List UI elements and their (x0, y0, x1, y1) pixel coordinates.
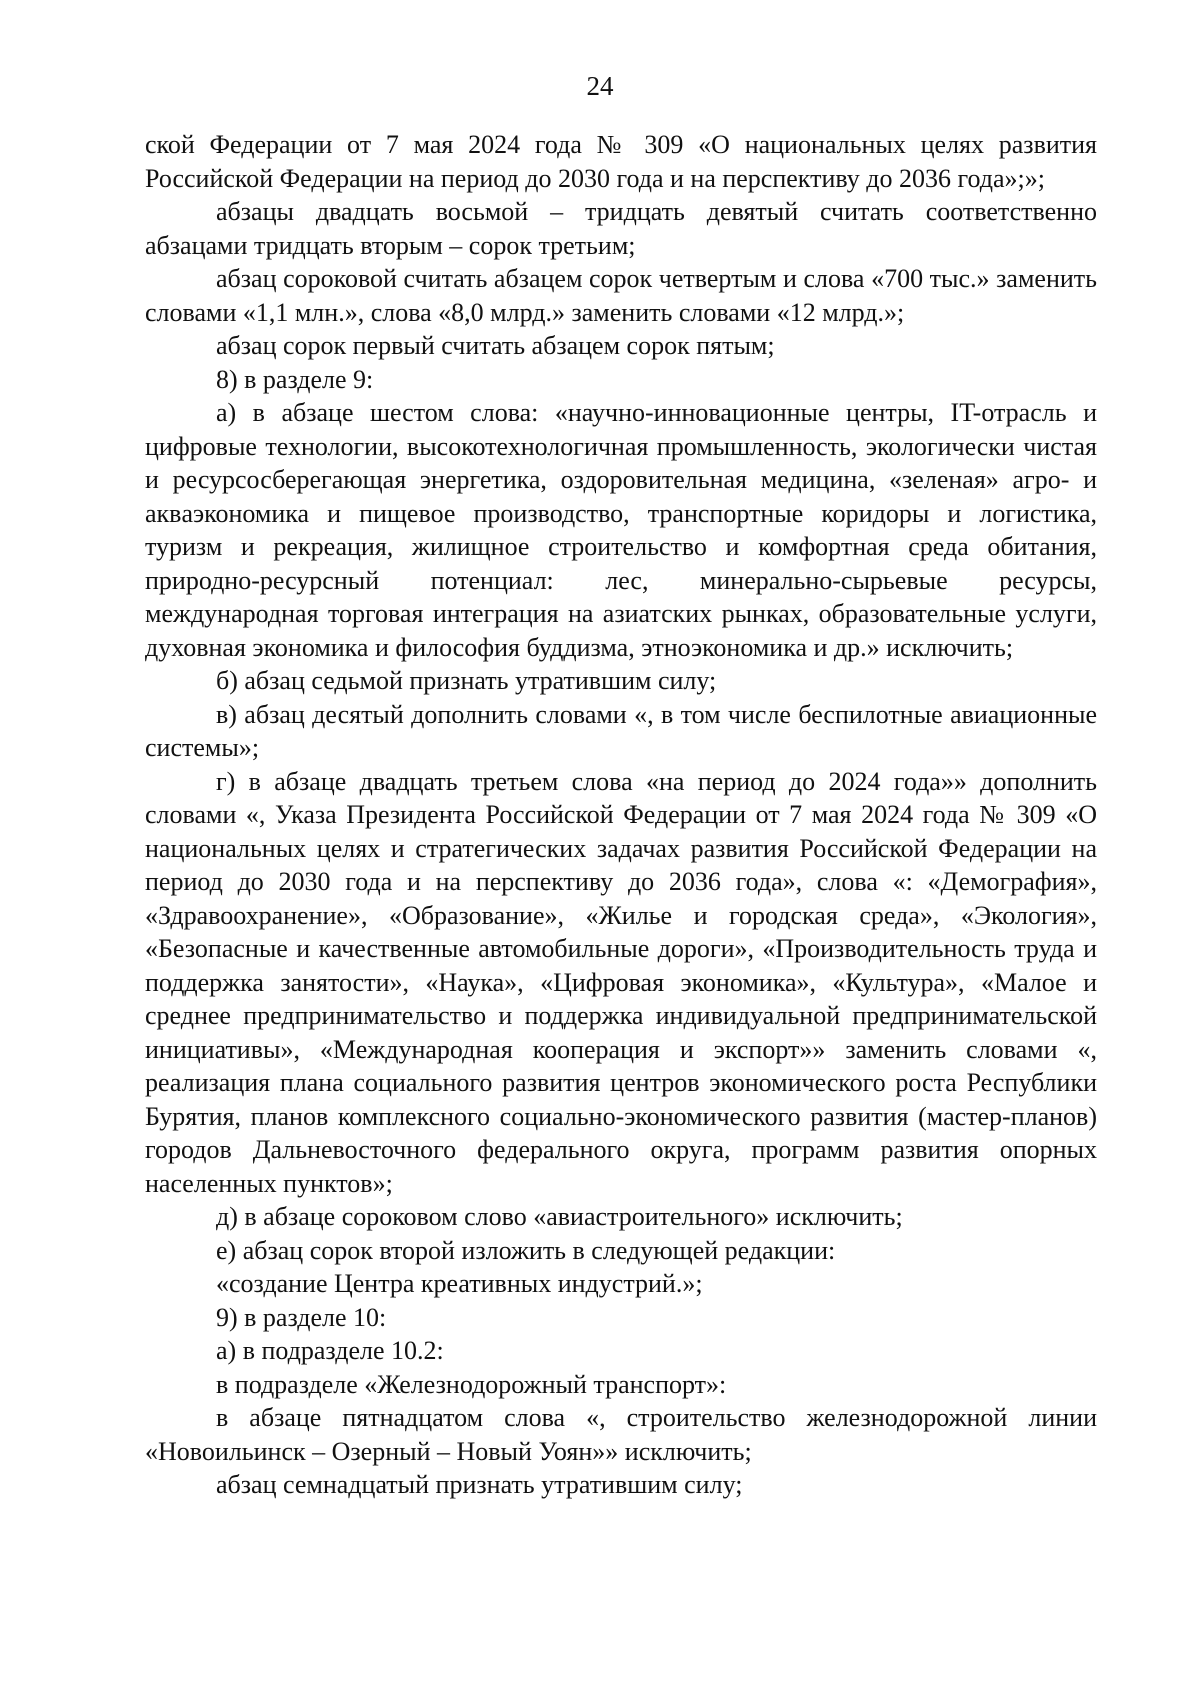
paragraph: в) абзац десятый дополнить словами «, в том числе беспилотные авиационные системы»; (145, 699, 1097, 762)
document-body (145, 128, 1097, 1502)
paragraph: а) в подразделе 10.2: (216, 1336, 444, 1365)
paragraph: е) абзац сорок второй изложить в следующей редакции: (216, 1235, 836, 1265)
paragraph: абзац сороковой считать абзацем сорок четвертым и слова «700 тыс.» заменить словами «1,1 млн.», слова «8,0 млрд.» заменить словами «12 млрд.»; (145, 264, 1097, 327)
paragraph: в абзаце пятнадцатом слова «, строительство железнодорожной линии «Новоильинск – Озерный – Новый Уоян»» исключить; (145, 1403, 1097, 1466)
paragraph: а) в абзаце шестом слова: «научно-инновационные центры, IT-отрасль и цифровые технологии, высокотехнологичная промышленность, экологически чистая и ресурсосберегающая энергетика, оздоровительная медицина, «зеленая» агро- и аквaэкономика и пищевое производство, транспортные коридоры и логистика, туризм и рекреация, жилищное строительство и комфортная среда обитания, природно-ресурсный потенциал: лес, минерально-сырьевые ресурсы, международная торговая интеграция на азиатских рынках, образовательные услуги, духовная экономика и философия буддизма, этноэкономика и др.» исключить; (145, 398, 1097, 662)
paragraph: 8) в разделе 9: (216, 364, 374, 394)
paragraph: 9) в разделе 10: (216, 1302, 387, 1332)
paragraph: «создание Центра креативных индустрий.»; (216, 1269, 703, 1298)
paragraph: абзацы двадцать восьмой – тридцать девятый считать соответственно абзацами тридцать вторым – сорок третьим; (145, 197, 1097, 260)
paragraph: абзац семнадцатый признать утратившим силу; (216, 1470, 743, 1499)
paragraph: в подразделе «Железнодорожный транспорт»: (216, 1369, 727, 1399)
paragraph: абзац сорок первый считать абзацем сорок пятым; (216, 331, 775, 360)
paragraph: г) в абзаце двадцать третьем слова «на период до 2024 года»» дополнить словами «, Указа Президента Российской Федерации от 7 мая 2024 года № 309 «О национальных целях и стратегических задачах развития Российской Федерации на период до 2030 года и на перспективу до 2036 года», слова «: «Демография», «Здравоохранение», «Образование», «Жилье и городская среда», «Экология», «Безопасные и качественные автомобильные дороги», «Производительность труда и поддержка занятости», «Наука», «Цифровая экономика», «Культура», «Малое и среднее предпринимательство и поддержка индивидуальной предпринимательской инициативы», «Международная кооперация и экспорт»» заменить словами «, реализация плана социального развития центров экономического роста Республики Бурятия, планов комплексного социально-экономического развития (мастер-планов) городов Дальневосточного федерального округа, программ развития опорных населенных пунктов»; (145, 766, 1097, 1198)
page-number: 24 (586, 71, 614, 101)
paragraph: д) в абзаце сороковом слово «авиастроительного» исключить; (216, 1202, 903, 1231)
paragraph: ской Федерации от 7 мая 2024 года № 309 «О национальных целях развития Российской Федерации на период до 2030 года и на перспективу до 2036 года»;»; (145, 130, 1097, 193)
paragraph: б) абзац седьмой признать утратившим силу; (216, 666, 717, 695)
